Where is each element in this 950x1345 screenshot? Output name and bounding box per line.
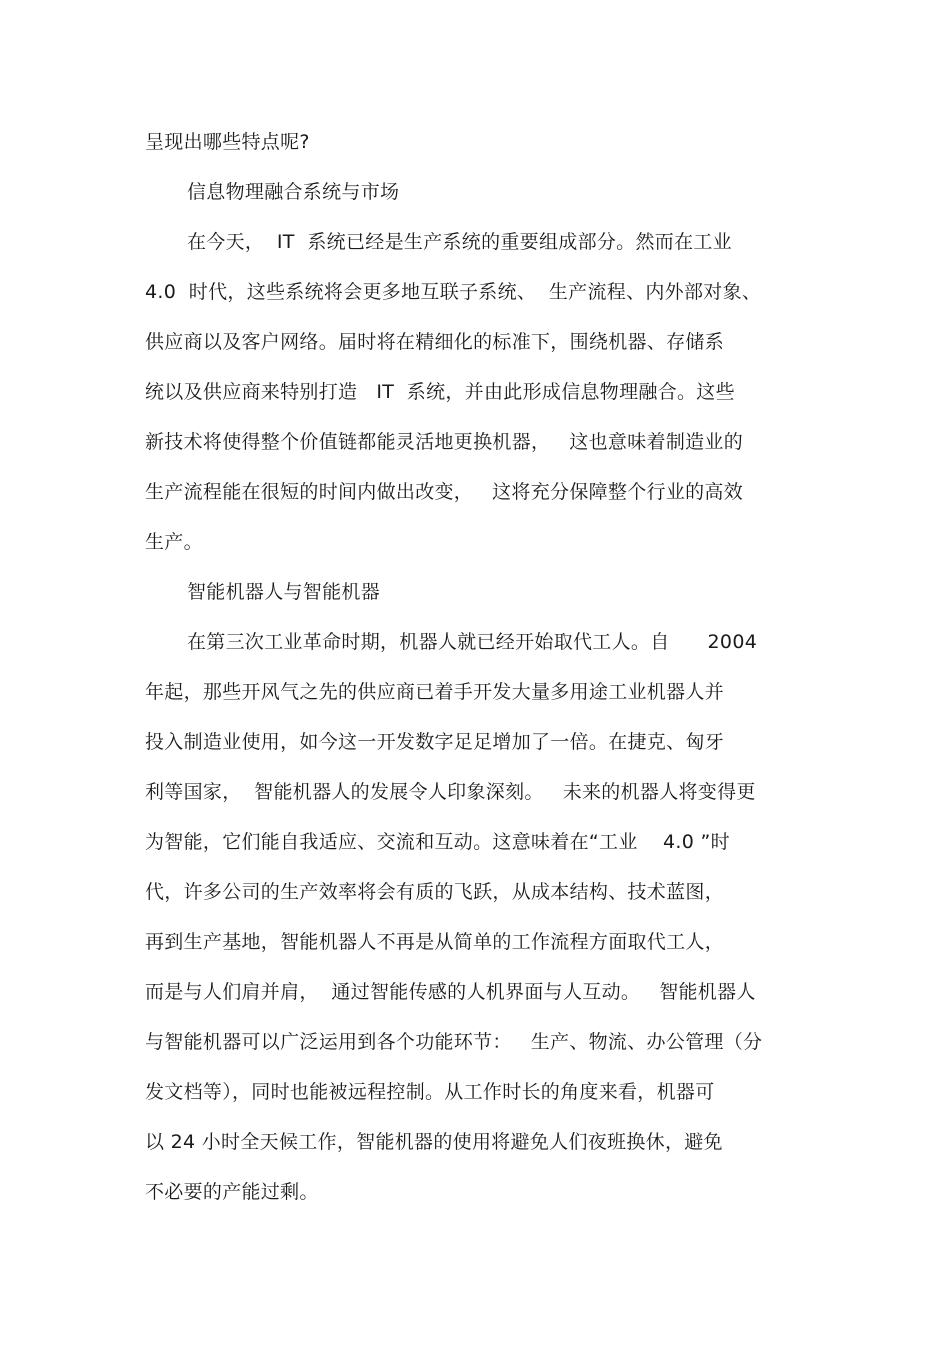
text-line: 代，许多公司的生产效率将会有质的飞跃，从成本结构、技术蓝图， (145, 881, 725, 903)
text-line: 利等国家， 智能机器人的发展令人印象深刻。 未来的机器人将变得更 (145, 781, 756, 803)
text-line: 呈现出哪些特点呢? (145, 131, 310, 153)
text-line: 以 24 小时全天候工作，智能机器的使用将避免人们夜班换休，避免 (145, 1131, 723, 1153)
text-line: 年起，那些开风气之先的供应商已着手开发大量多用途工业机器人并 (145, 681, 725, 703)
text-line: 供应商以及客户网络。届时将在精细化的标准下，围绕机器、存储系 (145, 331, 725, 353)
section-heading: 智能机器人与智能机器 (187, 581, 381, 603)
text-line: 投入制造业使用，如今这一开发数字足足增加了一倍。在捷克、匈牙 (145, 731, 725, 753)
text-line: 生产。 (145, 531, 203, 553)
text-line: 新技术将使得整个价值链都能灵活地更换机器， 这也意味着制造业的 (145, 431, 744, 453)
text-line: 在第三次工业革命时期，机器人就已经开始取代工人。自 2004 (187, 631, 758, 653)
text-line: 与智能机器可以广泛运用到各个功能环节： 生产、物流、办公管理（分 (145, 1031, 763, 1053)
text-line: 在今天， IT 系统已经是生产系统的重要组成部分。然而在工业 (187, 231, 732, 253)
text-line: 4.0 时代，这些系统将会更多地互联子系统、 生产流程、内外部对象、 (145, 281, 762, 303)
text-line: 统以及供应商来特别打造 IT 系统，并由此形成信息物理融合。这些 (145, 381, 735, 403)
text-line: 不必要的产能过剩。 (145, 1181, 319, 1203)
text-line: 而是与人们肩并肩， 通过智能传感的人机界面与人互动。 智能机器人 (145, 981, 756, 1003)
text-line: 发文档等），同时也能被远程控制。从工作时长的角度来看，机器可 (145, 1081, 715, 1103)
text-line: 再到生产基地，智能机器人不再是从简单的工作流程方面取代工人， (145, 931, 725, 953)
text-line: 为智能，它们能自我适应、交流和互动。这意味着在“工业 4.0 ”时 (145, 831, 730, 853)
text-line: 生产流程能在很短的时间内做出改变， 这将充分保障整个行业的高效 (145, 481, 744, 503)
section-heading: 信息物理融合系统与市场 (187, 181, 400, 203)
